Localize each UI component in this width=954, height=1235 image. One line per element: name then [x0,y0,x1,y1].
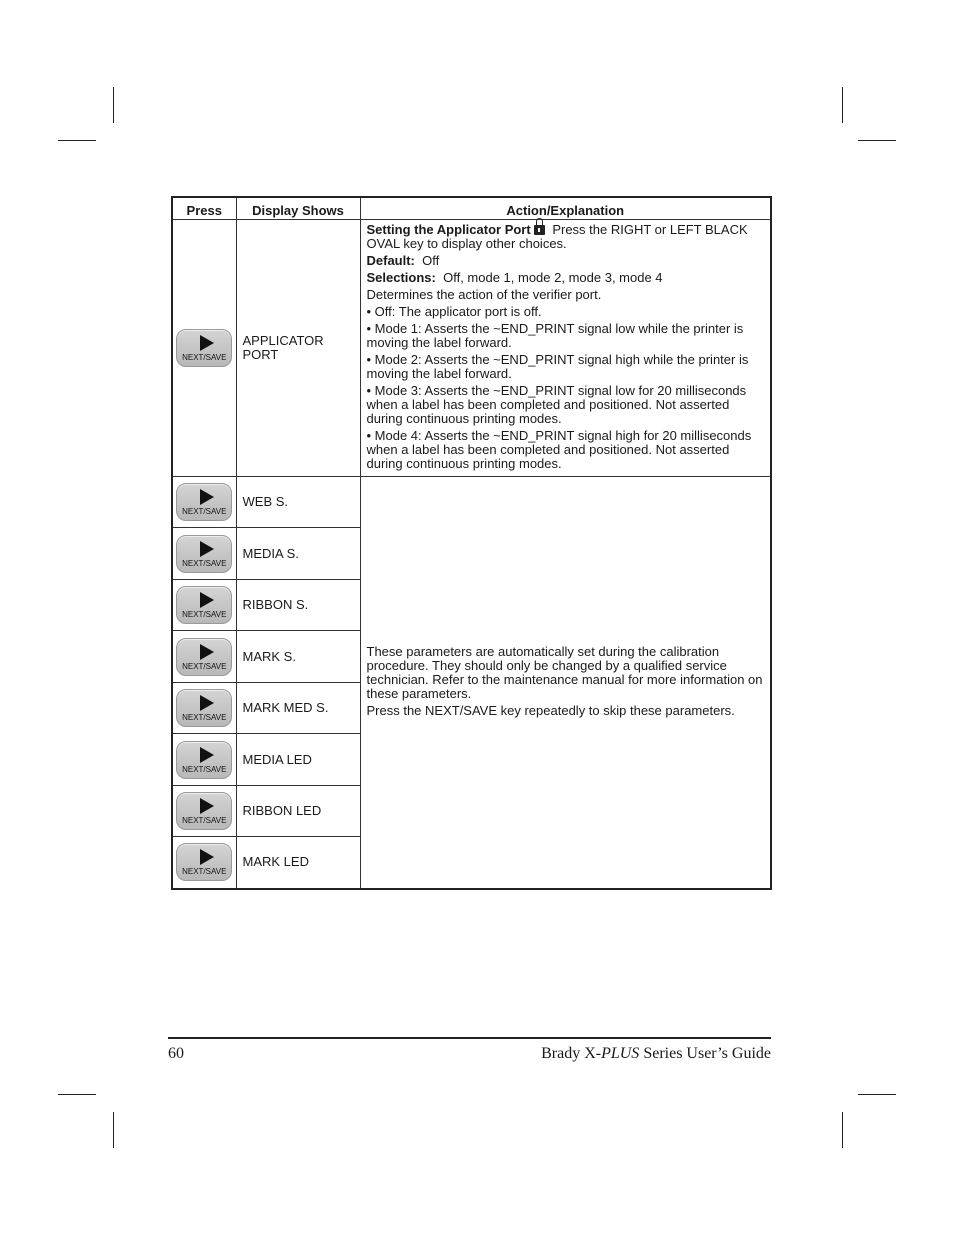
display-text: PORT [242,347,279,362]
table-row-applicator [172,220,771,477]
press-cell [172,477,236,528]
next-save-key-icon: NEXT/SAVE [176,741,232,779]
column-header-action: Action/Explanation [360,197,771,220]
press-cell [172,631,236,683]
press-cell [172,580,236,631]
crop-mark [58,1094,96,1095]
crop-mark [858,1094,896,1095]
next-save-key-icon: NEXT/SAVE [176,843,232,881]
display-cell: MEDIA LED [236,734,360,786]
parameter-table [171,196,772,890]
next-save-key-icon: NEXT/SAVE [176,792,232,830]
display-cell: MEDIA S. [236,528,360,580]
action-cell-calibration [360,477,771,889]
display-cell: MARK S. [236,631,360,683]
display-cell [236,220,360,477]
press-cell [172,528,236,580]
display-cell: RIBBON S. [236,580,360,631]
action-cell: Setting the Applicator Port Press the RIGHT or LEFT BLACK OVAL key to display other choices. Default: Off Selections: Off, mode 1, mode 2, mode 3, mode 4 Determines the action of the verifier port. • Off: The applicator port is off. • Mode 1: Asserts the ~END_PRINT signal low while the printer is moving the label forward. • Mode 2: Asserts the ~END_PRINT signal high while the printer is moving the label forward. • Mode 3: Asserts the ~END_PRINT signal low for 20 milliseconds when a label has been completed and positioned. Not asserted during continuous printing modes. • Mode 4: Asserts the ~END_PRINT signal high for 20 milliseconds when a label has been completed and positioned. Not asserted during continuous printing modes. [360,220,771,477]
next-save-key-icon: NEXT/SAVE [176,586,232,624]
table-row [172,477,771,528]
skip-note: Press the NEXT/SAVE key repeatedly to skip these parameters. [366,702,735,718]
next-save-key-icon: NEXT/SAVE [176,329,232,367]
crop-mark [113,87,114,123]
setting-title: Setting the Applicator Port [366,222,531,237]
display-text: APPLICATOR [242,333,324,348]
guide-title: Brady X-PLUS Series User’s Guide [541,1045,771,1062]
column-header-display: Display Shows [236,197,360,220]
column-header-press: Press [172,197,236,220]
display-cell: MARK LED [236,837,360,889]
crop-mark [58,140,96,141]
press-cell [172,786,236,837]
table-header-row [172,197,771,220]
crop-mark [113,1112,114,1148]
next-save-key-icon: NEXT/SAVE [176,535,232,573]
page-number: 60 [168,1045,184,1062]
crop-mark [842,87,843,123]
display-cell: WEB S. [236,477,360,528]
display-cell: RIBBON LED [236,786,360,837]
press-cell [172,734,236,786]
crop-mark [842,1112,843,1148]
press-cell [172,220,236,477]
press-cell [172,683,236,734]
calibration-note: These parameters are automatically set during the calibration procedure. They should only be changed by a qualified service technician. Refer to the maintenance manual for more information on these parameters. [366,643,763,701]
lock-icon [534,225,545,235]
display-cell: MARK MED S. [236,683,360,734]
next-save-key-icon: NEXT/SAVE [176,483,232,521]
press-cell [172,837,236,889]
crop-mark [858,140,896,141]
footer-rule [168,1037,771,1039]
next-save-key-icon: NEXT/SAVE [176,638,232,676]
next-save-key-icon: NEXT/SAVE [176,689,232,727]
